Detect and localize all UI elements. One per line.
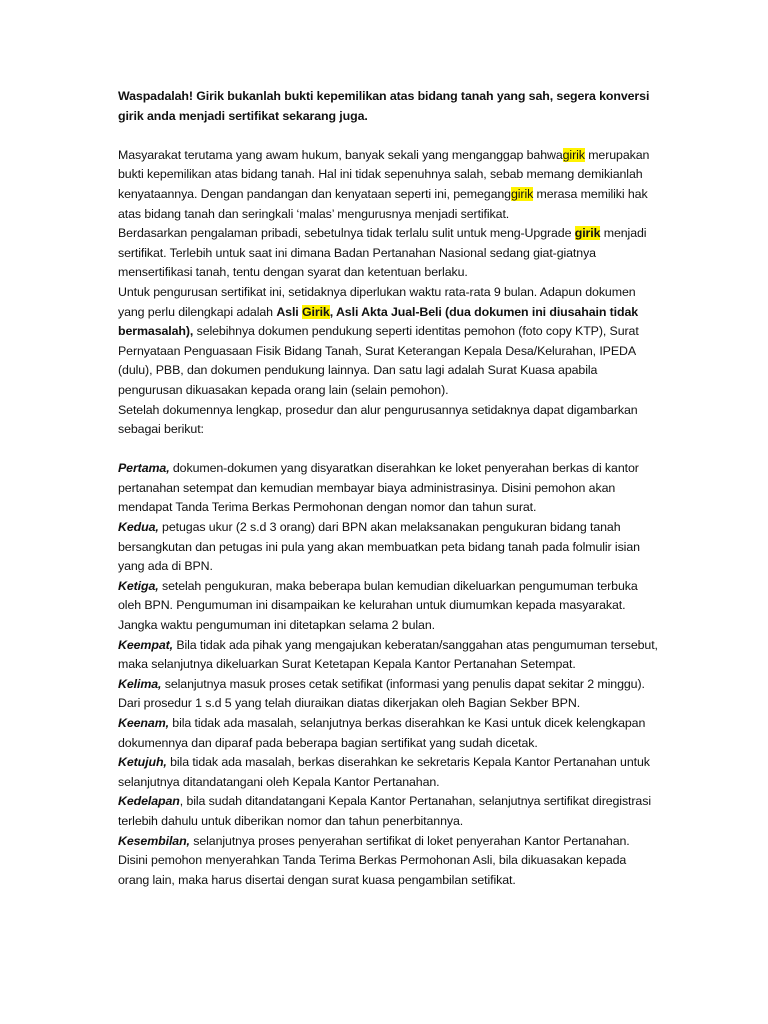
text-span: merasa memiliki hak atas bidang tanah dan seringkali ‘malas’ mengurusnya menjadi sertifikat.: [118, 186, 648, 221]
step-item: [118, 675, 658, 714]
paragraph-procedure-intro: Setelah dokumennya lengkap, prosedur dan alur pengurusannya setidaknya dapat digambarkan sebagai berikut:: [118, 402, 638, 437]
step-item: [118, 792, 658, 831]
step-text: petugas ukur (2 s.d 3 orang) dari BPN akan melaksanakan pengukuran bidang tanah bersangkutan dan petugas ini pula yang akan membuatkan peta bidang tanah pada folmulir isian yang ada di BPN.: [118, 520, 640, 574]
step-item: [118, 577, 658, 636]
step-label: Kedelapan: [118, 794, 180, 809]
step-label: Keenam,: [118, 716, 169, 730]
step-label: Pertama,: [118, 461, 170, 476]
bold-text: , Asli Akta Jual-Beli (dua dokumen ini diusahain tidak bermasalah),: [118, 304, 639, 339]
step-label: Kelima,: [118, 676, 162, 691]
text-span: selebihnya dokumen pendukung seperti identitas pemohon (foto copy KTP), Surat Pernyataan Penguasaan Fisik Bidang Tanah, Surat Keterangan Kepala Desa/Kelurahan, IPEDA (dulu), PBB, dan dokumen pendukung lainnya. Dan satu lagi adalah Surat Kuasa apabila pengurusan dikuasakan kepada orang lain (selain pemohon).: [118, 324, 639, 397]
step-item: [118, 518, 658, 577]
paragraph-girik-perception: [118, 146, 658, 224]
step-label: Ketujuh,: [118, 755, 167, 770]
step-label: Kedua,: [118, 520, 159, 535]
paragraph-gap: [118, 440, 658, 460]
step-item: [118, 753, 658, 792]
highlighted-term: girik: [574, 226, 601, 241]
bold-text: Asli: [276, 304, 302, 319]
text-span: merupakan bukti kepemilikan atas bidang tanah. Hal ini tidak sepenuhnya salah, sebab memang demikianlah kenyataannya. Dengan pandangan dan kenyataan seperti ini, pemegang: [118, 147, 650, 201]
step-text: selanjutnya proses penyerahan sertifikat di loket penyerahan Kantor Pertanahan. Disini pemohon menyerahkan Tanda Terima Berkas Permohonan Asli, bila dikuasakan kepada orang lain, maka harus disertai dengan surat kuasa pengambilan setifikat.: [118, 833, 630, 887]
document-body: [118, 87, 658, 890]
step-text: , bila sudah ditandatangani Kepala Kantor Pertanahan, selanjutnya sertifikat diregistrasi terlebih dahulu untuk diberikan nomor dan tahun penerbitannya.: [118, 794, 651, 828]
highlighted-term: girik: [562, 147, 585, 162]
step-label: Kesembilan,: [118, 833, 190, 848]
text-span: Untuk pengurusan sertifikat ini, setidaknya diperlukan waktu rata-rata 9 bulan. Adapun dokumen yang perlu dilengkapi adalah: [118, 284, 636, 319]
step-item: [118, 714, 658, 753]
step-label: Keempat,: [118, 637, 173, 652]
text-span: Masyarakat terutama yang awam hukum, banyak sekali yang menganggap bahwa: [118, 147, 563, 162]
step-text: bila tidak ada masalah, berkas diserahkan ke sekretaris Kepala Kantor Pertanahan untuk selanjutnya ditandatangani oleh Kepala Kantor Pertanahan.: [118, 755, 650, 789]
step-text: selanjutnya masuk proses cetak setifikat (informasi yang penulis dapat sekitar 2 minggu). Dari prosedur 1 s.d 5 yang telah diuraikan diatas dikerjakan oleh Bagian Sekber BPN.: [118, 676, 645, 711]
step-item: [118, 459, 658, 518]
highlighted-term: Girik: [301, 304, 330, 319]
step-label: Ketiga,: [118, 578, 159, 593]
paragraph-upgrade: [118, 224, 658, 283]
highlighted-term: girik: [510, 186, 534, 201]
step-item: [118, 832, 658, 891]
step-item: [118, 636, 658, 675]
step-text: bila tidak ada masalah, selanjutnya berkas diserahkan ke Kasi untuk dicek kelengkapan dokumennya dan diparaf pada beberapa bagian sertifikat yang sudah dicetak.: [118, 716, 646, 750]
step-text: Bila tidak ada pihak yang mengajukan keberatan/sanggahan atas pengumuman tersebut, maka selanjutnya dikeluarkan Surat Ketetapan Kepala Kantor Pertanahan Setempat.: [118, 637, 658, 672]
procedure-steps: [118, 459, 658, 890]
step-text: dokumen-dokumen yang disyaratkan diserahkan ke loket penyerahan berkas di kantor pertanahan setempat dan kemudian membayar biaya administrasinya. Disini pemohon akan mendapat Tanda Terima Berkas Permohonan dengan nomor dan tahun surat.: [118, 461, 639, 515]
text-span: menjadi sertifikat. Terlebih untuk saat ini dimana Badan Pertanahan Nasional sedang giat-giatnya mensertifikasi tanah, tentu dengan syarat dan ketentuan berlaku.: [118, 226, 647, 280]
text-span: Berdasarkan pengalaman pribadi, sebetulnya tidak terlalu sulit untuk meng-Upgrade: [118, 226, 575, 241]
step-text: setelah pengukuran, maka beberapa bulan kemudian dikeluarkan pengumuman terbuka oleh BPN. Pengumuman ini disampaikan ke kelurahan untuk diumumkan kepada masyarakat. Jangka waktu pengumuman ini ditetapkan selama 2 bulan.: [118, 578, 638, 633]
paragraph-documents: [118, 283, 658, 401]
document-title: Waspadalah! Girik bukanlah bukti kepemilikan atas bidang tanah yang sah, segera konversi girik anda menjadi sertifikat sekarang juga.: [118, 89, 650, 123]
